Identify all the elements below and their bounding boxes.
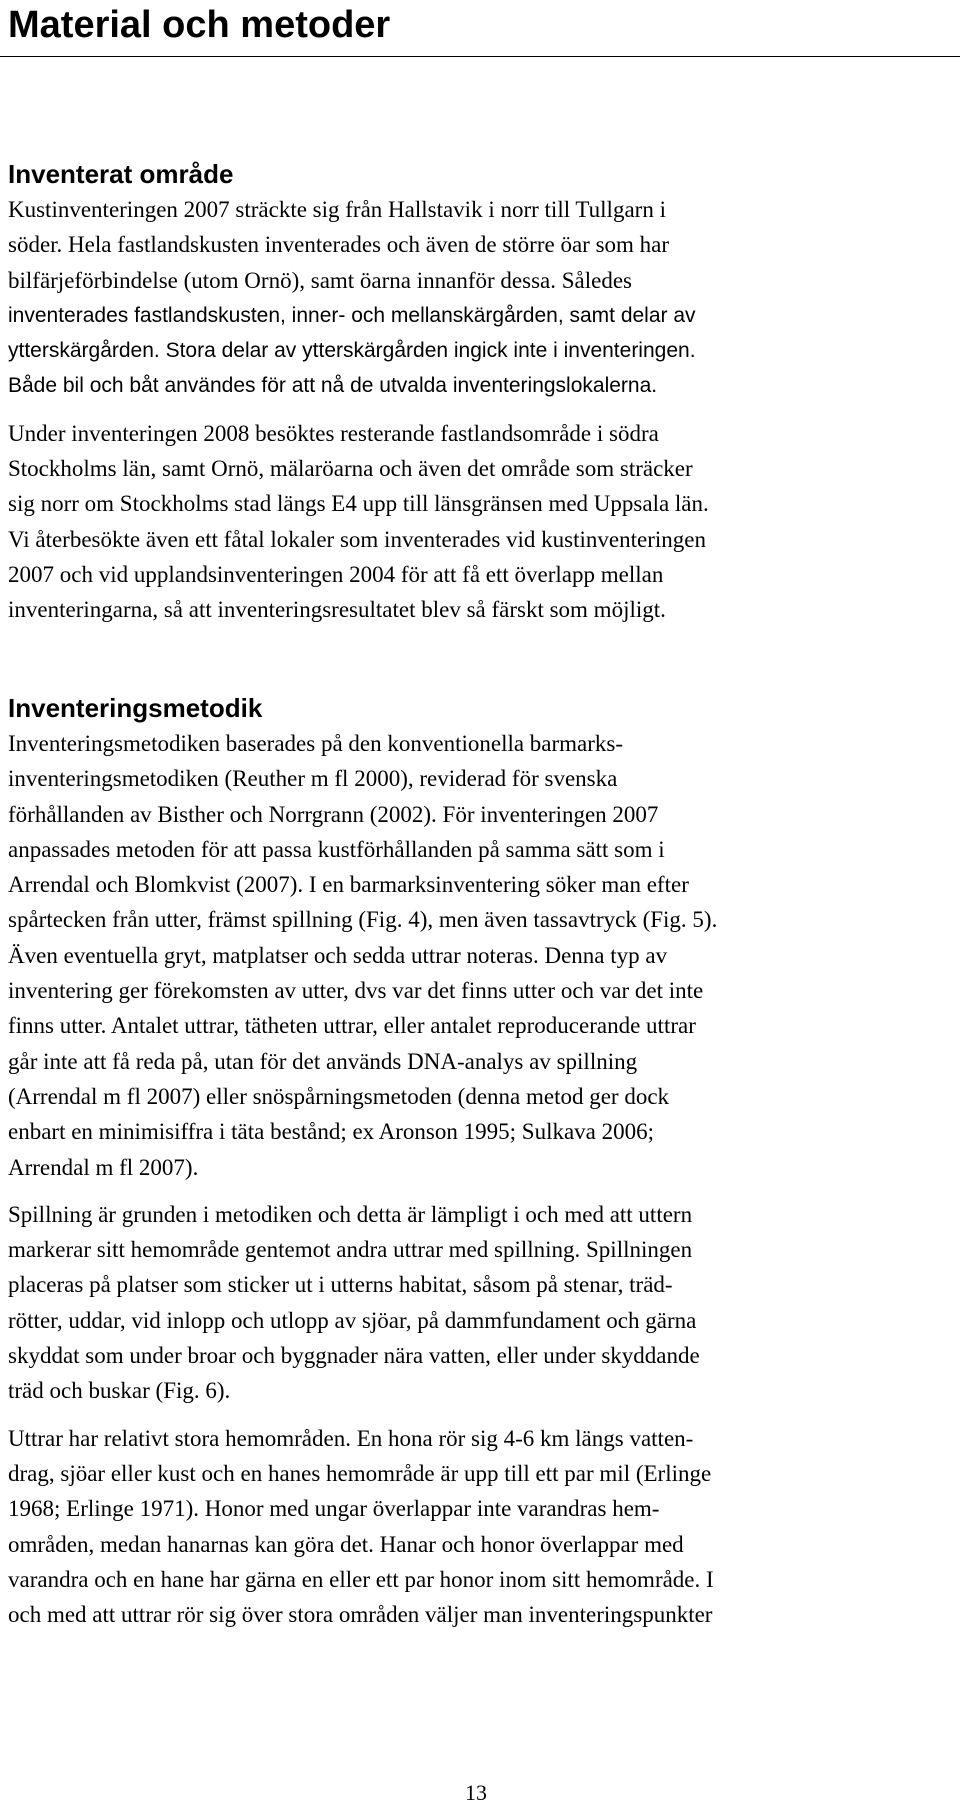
text-line: Vi återbesökte även ett fåtal lokaler som inventerades vid kustinventeringen <box>8 526 706 552</box>
page-number: 13 <box>465 1780 487 1805</box>
section-heading: Inventeringsmetodik <box>8 693 263 723</box>
text-line: inventering ger förekomsten av utter, dvs var det finns utter och var det inte <box>8 978 704 1004</box>
text-line: sig norr om Stockholms stad längs E4 upp till länsgränsen med Uppsala län. <box>8 491 709 517</box>
text-line: Kustinventeringen 2007 sträckte sig från Hallstavik i norr till Tullgarn i <box>8 197 666 222</box>
paragraph <box>8 726 952 1185</box>
text-line: Under inventeringen 2008 besöktes resterande fastlandsområde i södra <box>8 420 659 446</box>
text-line: Även eventuella gryt, matplatser och sedda uttrar noteras. Denna typ av <box>8 942 668 968</box>
text-line: enbart en minimisiffra i täta bestånd; ex Aronson 1995; Sulkava 2006; <box>8 1119 655 1145</box>
text-line: Arrendal och Blomkvist (2007). I en barmarksinventering söker man efter <box>8 872 689 898</box>
text-line: varandra och en hane har gärna en eller ett par honor inom sitt hemområde. I <box>8 1566 714 1592</box>
title-divider <box>0 56 960 57</box>
text-line: finns utter. Antalet uttrar, tätheten uttrar, eller antalet reproducerande uttrar <box>8 1013 696 1039</box>
text-line: ytterskärgården. Stora delar av ytterskärgården ingick inte i inventeringen. <box>8 339 696 363</box>
text-line: drag, sjöar eller kust och en hanes hemområde är upp till ett par mil (Erlinge <box>8 1460 712 1486</box>
paragraph <box>8 192 952 404</box>
text-line: områden, medan hanarnas kan göra det. Hanar och honor överlappar med <box>8 1531 684 1557</box>
text-line: bilfärjeförbindelse (utom Ornö), samt öarna innanför dessa. Således <box>8 267 632 293</box>
text-line: träd och buskar (Fig. 6). <box>8 1378 231 1404</box>
text-line: 2007 och vid upplandsinventeringen 2004 för att få ett överlapp mellan <box>8 561 664 587</box>
text-line: Stockholms län, samt Ornö, mälaröarna och även det område som sträcker <box>8 456 693 482</box>
text-line: rötter, uddar, vid inlopp och utlopp av sjöar, på dammfundament och gärna <box>8 1307 697 1333</box>
text-line: och med att uttrar rör sig över stora områden väljer man inventeringspunkter <box>8 1602 713 1628</box>
text-line: anpassades metoden för att passa kustförhållanden på samma sätt som i <box>8 836 665 862</box>
section-inventeringsmetodik <box>8 690 952 1632</box>
text-line: 1968; Erlinge 1971). Honor med ungar överlappar inte varandras hem- <box>8 1496 660 1522</box>
text-line: placeras på platser som sticker ut i utterns habitat, såsom på stenar, träd- <box>8 1272 673 1298</box>
text-line: spårtecken från utter, främst spillning (Fig. 4), men även tassavtryck (Fig. 5). <box>8 907 718 933</box>
page-title: Material och metoder <box>8 4 391 46</box>
text-line: (Arrendal m fl 2007) eller snöspårningsmetoden (denna metod ger dock <box>8 1083 670 1109</box>
text-line: Uttrar har relativt stora hemområden. En hona rör sig 4-6 km längs vatten- <box>8 1425 694 1451</box>
text-line: inventeringsmetodiken (Reuther m fl 2000), reviderad för svenska <box>8 766 618 792</box>
text-line: förhållanden av Bisther och Norrgrann (2002). För inventeringen 2007 <box>8 801 659 827</box>
paragraph <box>8 1421 952 1633</box>
text-line: Arrendal m fl 2007). <box>8 1154 199 1180</box>
section-inventerat-omrade <box>8 156 952 628</box>
text-line: Spillning är grunden i metodiken och detta är lämpligt i och med att uttern <box>8 1201 693 1227</box>
text-line: söder. Hela fastlandskusten inventerades och även de större öar som har <box>8 232 670 258</box>
text-line: Inventeringsmetodiken baserades på den konventionella barmarks- <box>8 731 624 756</box>
paragraph <box>8 416 952 628</box>
text-line: markerar sitt hemområde gentemot andra uttrar med spillning. Spillningen <box>8 1237 693 1263</box>
text-line: går inte att få reda på, utan för det används DNA-analys av spillning <box>8 1048 638 1074</box>
section-heading: Inventerat område <box>8 159 234 189</box>
text-line: inventerades fastlandskusten, inner- och mellanskärgården, samt delar av <box>8 303 696 327</box>
paragraph <box>8 1197 952 1409</box>
text-line: skyddat som under broar och byggnader nära vatten, eller under skyddande <box>8 1343 700 1369</box>
text-line: Både bil och båt användes för att nå de utvalda inventeringslokalerna. <box>8 374 658 398</box>
text-line: inventeringarna, så att inventeringsresultatet blev så färskt som möjligt. <box>8 597 666 623</box>
